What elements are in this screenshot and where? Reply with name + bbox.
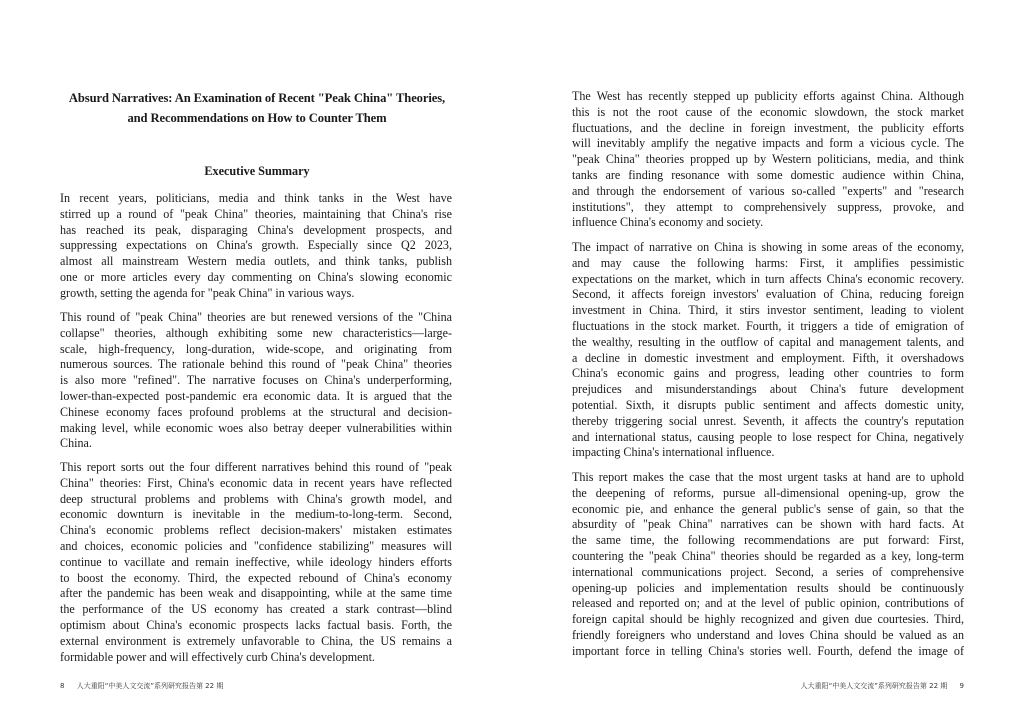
paragraph [60, 191, 452, 302]
text-line: Chinese economy faces profound problems at the structural and decision- [60, 404, 452, 419]
text-line: This round of "peak China" theories are but renewed versions of the "China [60, 310, 452, 324]
text-line: international communications project. Second, a series of comprehensive [572, 564, 964, 579]
text-line: impacting China's international influence. [572, 445, 775, 460]
text-line: optimism about China's economic prospects lacks factual basis. Forth, the [60, 617, 452, 632]
report-title [60, 88, 454, 128]
paragraph [60, 460, 452, 665]
text-line: numerous sources. The rationale behind this round of "peak China" theories [60, 357, 452, 372]
text-line: released and reported on; and at the level of public opinion, contributions of [572, 596, 964, 611]
text-line: China's economic problems reflect decision-makers' mistaken estimates [60, 523, 452, 538]
text-line: investment in China. Third, it stirs investor sentiment, leading to violent [572, 303, 964, 318]
text-line: China" theories: First, China's economic data in recent years have reflected [60, 475, 452, 490]
text-line: is also more "refined". The narrative focuses on China's underperforming, [60, 373, 452, 388]
text-line: This report sorts out the four different narratives behind this round of "peak [60, 460, 452, 474]
text-line: this is not the root cause of the economic slowdown, the stock market [572, 104, 964, 119]
text-line: Second, it affects foreign investors' evaluation of China, reducing foreign [572, 287, 964, 302]
title-line: and Recommendations on How to Counter Them [127, 111, 387, 125]
page-number: 9 [959, 682, 964, 690]
paragraph [572, 89, 964, 231]
text-line: and through the endorsement of various so-called "experts" and "research [572, 183, 964, 198]
text-line: formidable power and will effectively curb China's development. [60, 649, 375, 664]
paragraph [572, 240, 964, 461]
text-line: foreign capital should be highly recognized and given due courtesies. Third, [572, 612, 964, 627]
paragraph [572, 470, 964, 660]
text-line: has reached its peak, disparaging China's development prospects, and [60, 222, 452, 237]
text-line: growth, setting the agenda for "peak China" in various ways. [60, 285, 355, 300]
text-line: fluctuations, and the decline in foreign investment, the publicity efforts [572, 120, 964, 135]
text-line: This report makes the case that the most urgent tasks at hand are to uphold [572, 470, 964, 484]
text-line: The impact of narrative on China is showing in some areas of the economy, [572, 240, 964, 254]
text-line: the deepening of reforms, pursue all-dimensional opening-up, grow the [572, 485, 964, 500]
text-line: potential. Sixth, it disrupts public sentiment and affects domestic unity, [572, 397, 964, 412]
text-line: China's economic gains and progress, leading other countries to form [572, 366, 964, 381]
text-line: "peak China" theories propped up by Western politicians, media, and think [572, 152, 964, 167]
text-line: tanks are finding resonance with some domestic audience within China, [572, 167, 964, 182]
text-line: one or more articles every day commenting on China's slowing economic [60, 269, 452, 284]
text-line: after the pandemic has been weak and disappointing, while at the same time [60, 586, 452, 601]
page-footer [60, 681, 223, 691]
text-line: almost all mainstream Western media outlets, and think tanks, publish [60, 254, 452, 269]
text-line: and international status, causing people to lose respect for China, negatively [572, 429, 964, 444]
text-line: lower-than-expected post-pandemic era economic data. It is argued that the [60, 388, 452, 403]
title-line: Absurd Narratives: An Examination of Recent "Peak China" Theories, [68, 91, 446, 105]
text-line: prejudices and misunderstandings about China's future development [572, 382, 964, 397]
text-line: and choices, economic policies and "confidence stabilizing" measures will [60, 538, 452, 553]
text-line: the performance of the US economy has created a stark contrast—blind [60, 602, 452, 617]
text-line: absurdity of "peak China" narratives can be shown with hard facts. At [572, 517, 964, 532]
text-line: external environment is extremely unfavorable to China, the US remains a [60, 633, 452, 648]
text-line: economic downturn is inevitable in the medium-to-long-term. Second, [60, 507, 452, 522]
section-heading: Executive Summary [204, 164, 310, 178]
text-line: important force in telling China's stories well. Fourth, defend the image of [572, 643, 964, 658]
text-line: stirred up a round of "peak China" theories, maintaining that China's rise [60, 206, 452, 221]
text-line: China. [60, 436, 92, 451]
text-line: suppressing expectations on China's growth. Especially since Q2 2023, [60, 238, 452, 253]
text-line: a decline in domestic investment and employment. Fifth, it overshadows [572, 350, 964, 365]
text-line: fluctuations in the stock market. Fourth, it triggers a tide of emigration of [572, 318, 964, 333]
text-line: In recent years, politicians, media and think tanks in the West have [60, 191, 452, 205]
text-line: influence China's economy and society. [572, 215, 764, 230]
page-footer [801, 681, 964, 691]
page-number: 8 [60, 682, 65, 690]
text-line: The West has recently stepped up publicity efforts against China. Although [572, 89, 964, 103]
text-line: and may cause the following harms: First, it amplifies pessimistic [572, 255, 964, 270]
paragraph [60, 310, 452, 452]
right-page [512, 0, 1024, 724]
text-line: collapse" theories, although exhibiting some new characteristics—large- [60, 325, 452, 340]
text-line: institutions", they attempt to comprehensively suppress, provoke, and [572, 199, 964, 214]
text-line: thereby triggering social unrest. Seventh, it affects the country's reputation [572, 413, 964, 428]
text-line: opening-up policies and implementation results should be continuously [572, 580, 964, 595]
text-line: making level, while economic woes also betray deeper vulnerabilities within [60, 420, 452, 435]
text-line: the same time, the following recommendations are put forward: First, [572, 533, 964, 548]
text-line: economic pie, and enhance the general public's sense of gain, so that the [572, 501, 964, 516]
text-line: deep structural problems and problems with China's growth model, and [60, 491, 452, 506]
series-label: 人大重阳“中美人文交流”系列研究报告第 22 期 [800, 682, 948, 690]
text-line: continue to vacillate and remain ineffective, while ideology hinders efforts [60, 554, 452, 569]
text-line: the wealthy, resulting in the outflow of capital and management talents, and [572, 334, 964, 349]
text-line: will inevitably amplify the negative impacts and form a vicious cycle. The [572, 136, 964, 151]
text-line: countering the "peak China" theories should be regarded as a key, long-term [572, 548, 964, 563]
text-line: expectations on the market, which in turn affects China's economic recovery. [572, 271, 964, 286]
text-line: scale, high-frequency, long-duration, wide-scope, and originating from [60, 341, 452, 356]
text-line: to boost the economy. Third, the expected rebound of China's economy [60, 570, 452, 585]
text-line: friendly foreigners who understand and loves China should be valued as an [572, 627, 964, 642]
series-label: 人大重阳“中美人文交流”系列研究报告第 22 期 [76, 682, 224, 690]
